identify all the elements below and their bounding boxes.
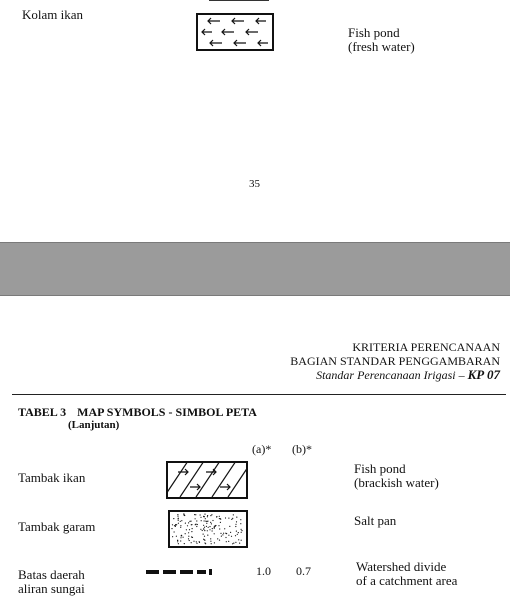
hatched-arrows-icon bbox=[168, 463, 246, 497]
salt-pan-symbol bbox=[168, 510, 248, 548]
tambak-ikan-label: Tambak ikan bbox=[18, 470, 86, 485]
column-a-header: (a)* bbox=[252, 442, 272, 456]
salt-pan-label: Salt pan bbox=[354, 513, 397, 528]
page-number: 35 bbox=[249, 178, 260, 190]
previous-page bbox=[12, 0, 500, 232]
table-heading bbox=[18, 406, 257, 432]
fish-pond-brackish-label bbox=[354, 462, 439, 490]
fresh-water-line: (fresh water) bbox=[348, 39, 415, 54]
page-separator bbox=[0, 242, 510, 296]
page-header bbox=[290, 340, 500, 382]
current-page bbox=[12, 296, 500, 598]
table-title: MAP SYMBOLS - SIMBOL PETA bbox=[77, 405, 257, 419]
header-line-3 bbox=[290, 368, 500, 382]
watershed-divide-label bbox=[356, 560, 500, 588]
table-subtitle: (Lanjutan) bbox=[68, 419, 120, 431]
fish-pond-line: Fish pond bbox=[354, 461, 406, 476]
watershed-divide-line-symbol bbox=[146, 568, 216, 576]
top-rule bbox=[209, 0, 269, 1]
watershed-label bbox=[18, 568, 85, 596]
brackish-water-line: (brackish water) bbox=[354, 475, 439, 490]
column-b-header: (b)* bbox=[292, 442, 312, 456]
fish-pond-fresh-label bbox=[348, 26, 415, 54]
watershed-line-1: Batas daerah bbox=[18, 567, 85, 582]
watershed-value-b: 0.7 bbox=[296, 564, 311, 578]
dotted-fill-icon bbox=[170, 512, 246, 546]
header-line-3-prefix: Standar Perencanaan Irigasi – bbox=[316, 368, 468, 382]
watershed-value-a: 1.0 bbox=[256, 564, 271, 578]
header-line-1: KRITERIA PERENCANAAN bbox=[352, 340, 500, 354]
left-arrows-icon bbox=[198, 15, 272, 49]
watershed-divide-line-2: of a catchment area bbox=[356, 573, 458, 588]
fish-pond-line: Fish pond bbox=[348, 25, 400, 40]
kolam-ikan-label: Kolam ikan bbox=[22, 7, 84, 22]
watershed-divide-line-1: Watershed divide bbox=[356, 560, 447, 574]
fish-pond-fresh-symbol bbox=[196, 13, 274, 51]
tambak-garam-label: Tambak garam bbox=[18, 519, 96, 534]
header-code: KP 07 bbox=[467, 367, 500, 382]
watershed-line-2: aliran sungai bbox=[18, 581, 85, 596]
table-label: TABEL 3 bbox=[18, 405, 67, 419]
fish-pond-brackish-symbol bbox=[166, 461, 248, 499]
header-rule bbox=[12, 394, 506, 395]
header-line-2: BAGIAN STANDAR PENGGAMBARAN bbox=[290, 354, 500, 368]
